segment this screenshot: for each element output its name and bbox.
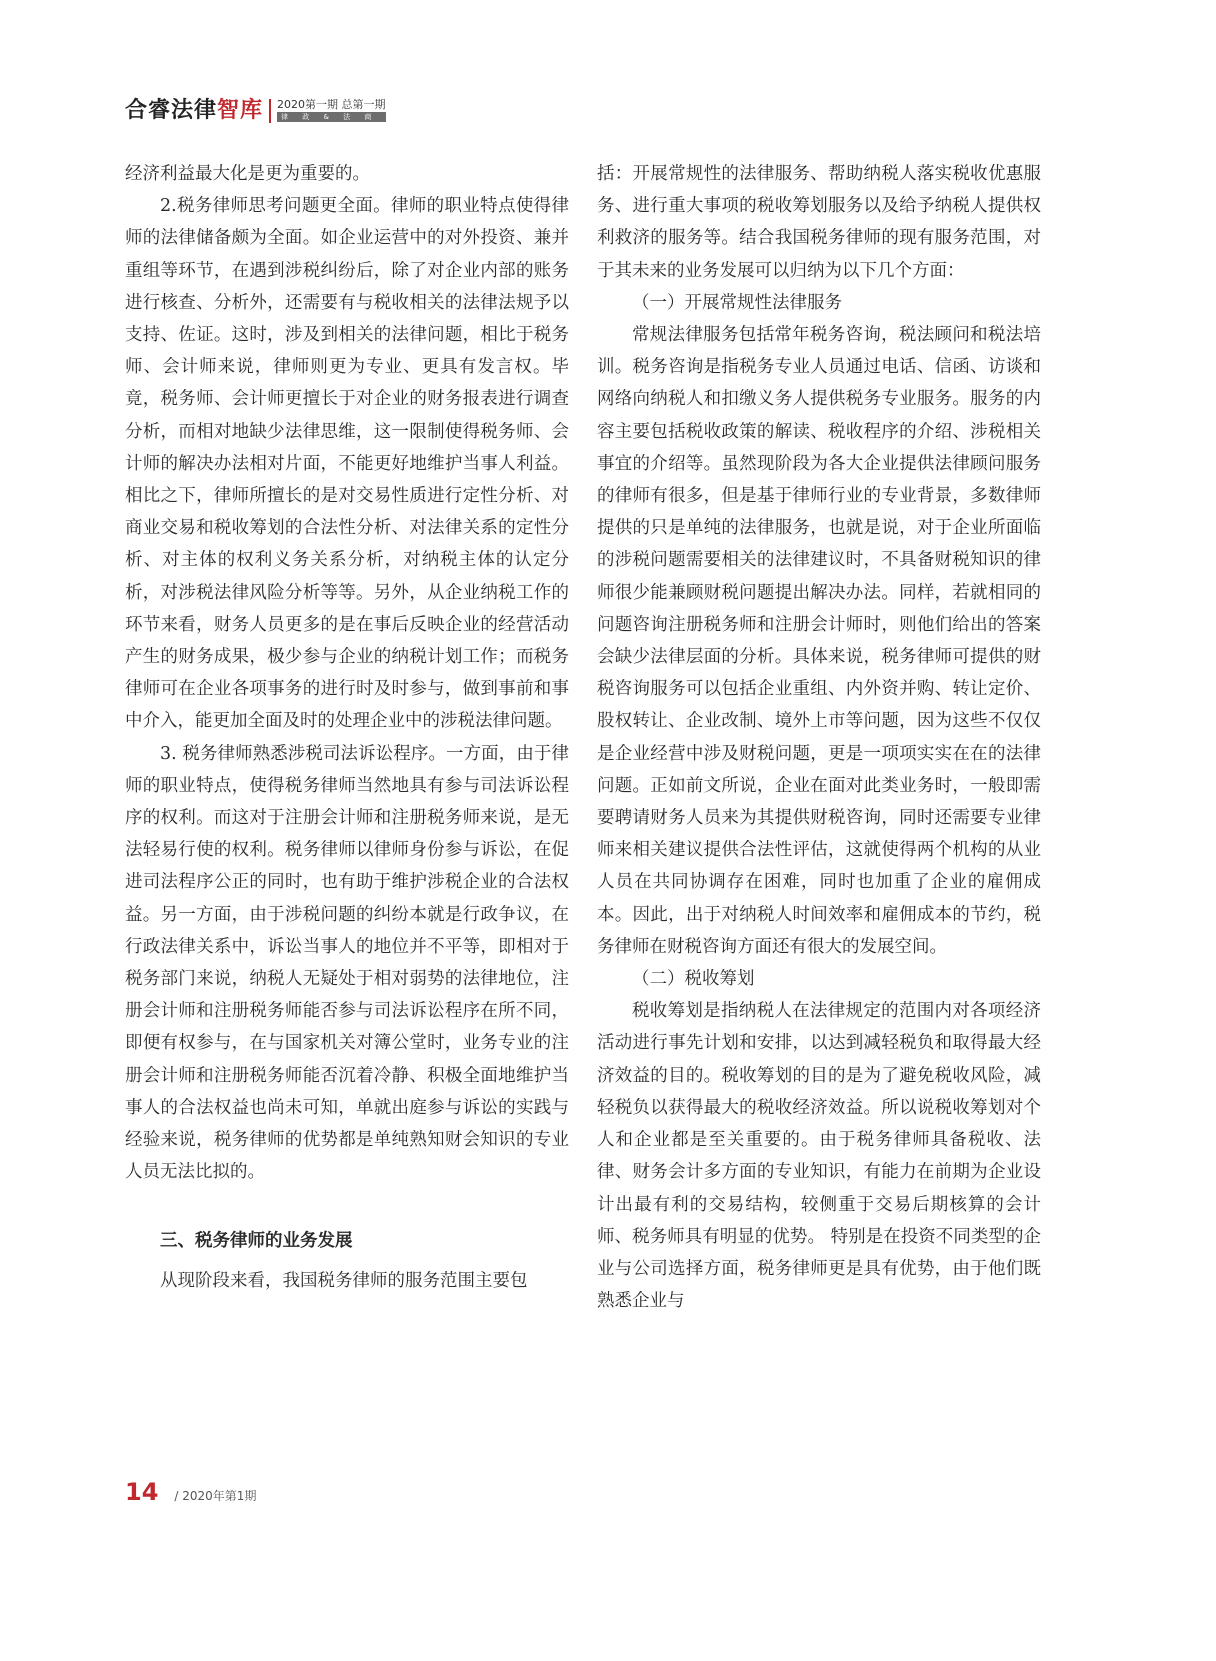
brand-accent: 智库 <box>217 98 264 123</box>
subsection-heading: （一）开展常规性法律服务 <box>632 292 842 313</box>
brand-divider <box>269 99 271 123</box>
paragraph: 从现阶段来看，我国税务律师的服务范围主要包 <box>160 1270 528 1291</box>
paragraph: 税收筹划是指纳税人在法律规定的范围内对各项经济活动进行事先计划和安排，以达到减轻税负和取得最大经济效益的目的。税收筹划的目的是为了避免税收风险，减轻税负以获得最大的税收经济效益。所以说税收筹划对个人和企业都是至关重要的。由于税务律师具备税收、法律、财务会计多方面的专业知识，有能力在前期为企业设计出最有利的交易结构，较侧重于交易后期核算的会计师、税务师具有明显的优势。 特别是在投资不同类型的企业与公司选择方面，税务律师更是具有优势，由于他们既熟悉企业与 <box>597 1001 1041 1312</box>
brand-main: 合睿法律 <box>125 98 218 123</box>
left-column <box>125 158 569 1297</box>
page-footer <box>125 1478 256 1506</box>
paragraph: 经济利益最大化是更为重要的。 <box>125 164 370 184</box>
brand-logo <box>125 98 263 124</box>
issue-subtitle: 律 政 & 法 商 <box>277 112 386 122</box>
paragraph: 括：开展常规性的法律服务、帮助纳税人落实税收优惠服务、进行重大事项的税收筹划服务以及给予纳税人提供权利救济的服务等。结合我国税务律师的现有服务范围，对于其未来的业务发展可以归纳为以下几个方面： <box>597 164 1041 281</box>
right-column <box>597 158 1041 1317</box>
footer-issue: / 2020年第1期 <box>174 1489 257 1503</box>
subsection-heading: （二）税收筹划 <box>632 969 755 990</box>
paragraph: 常规法律服务包括常年税务咨询，税法顾问和税法培训。税务咨询是指税务专业人员通过电话、信函、访谈和网络向纳税人和扣缴义务人提供税务专业服务。服务的内容主要包括税收政策的解读、税收程序的介绍、涉税相关事宜的介绍等。虽然现阶段为各大企业提供法律顾问服务的律师有很多，但是基于律师行业的专业背景，多数律师提供的只是单纯的法律服务，也就是说，对于企业所面临的涉税问题需要相关的法律建议时，不具备财税知识的律师很少能兼顾财税问题提出解决办法。同样，若就相同的问题咨询注册税务师和注册会计师时，则他们给出的答案会缺少法律层面的分析。具体来说，税务律师可提供的财税咨询服务可以包括企业重组、内外资并购、转让定价、股权转让、企业改制、境外上市等问题，因为这些不仅仅是企业经营中涉及财税问题，更是一项项实实在在的法律问题。正如前文所说，企业在面对此类业务时，一般即需要聘请财务人员来为其提供财税咨询，同时还需要专业律师来相关建议提供合法性评估，这就使得两个机构的从业人员在共同协调存在困难，同时也加重了企业的雇佣成本。因此，出于对纳税人时间效率和雇佣成本的节约，税务律师在财税咨询方面还有很大的发展空间。 <box>597 325 1041 957</box>
page-number: 14 <box>125 1478 159 1506</box>
page-header <box>125 98 386 124</box>
paragraph: 3. 税务律师熟悉涉税司法诉讼程序。一方面，由于律师的职业特点，使得税务律师当然地具有参与司法诉讼程序的权利。而这对于注册会计师和注册税务师来说，是无法轻易行使的权利。税务律师以律师身份参与诉讼，在促进司法程序公正的同时，也有助于维护涉税企业的合法权益。另一方面，由于涉税问题的纠纷本就是行政争议，在行政法律关系中，诉讼当事人的地位并不平等，即相对于税务部门来说，纳税人无疑处于相对弱势的法律地位，注册会计师和注册税务师能否参与司法诉讼程序在所不同，即便有权参与，在与国家机关对簿公堂时，业务专业的注册会计师和注册税务师能否沉着冷静、积极全面地维护当事人的合法权益也尚未可知，单就出庭参与诉讼的实践与经验来说，税务律师的优势都是单纯熟知财会知识的专业人员无法比拟的。 <box>125 743 569 1183</box>
issue-info <box>277 98 386 122</box>
issue-label: 2020第一期 总第一期 <box>277 98 386 111</box>
paragraph: 2.税务律师思考问题更全面。律师的职业特点使得律师的法律储备颇为全面。如企业运营中的对外投资、兼并重组等环节，在遇到涉税纠纷后，除了对企业内部的账务进行核查、分析外，还需要有与税收相关的法律法规予以支持、佐证。这时，涉及到相关的法律问题，相比于税务师、会计师来说，律师则更为专业、更具有发言权。毕竟，税务师、会计师更擅长于对企业的财务报表进行调查分析，而相对地缺少法律思维，这一限制使得税务师、会计师的解决办法相对片面，不能更好地维护当事人利益。相比之下，律师所擅长的是对交易性质进行定性分析、对商业交易和税收筹划的合法性分析、对法律关系的定性分析、对主体的权利义务关系分析，对纳税主体的认定分析，对涉税法律风险分析等等。另外，从企业纳税工作的环节来看，财务人员更多的是在事后反映企业的经营活动产生的财务成果，极少参与企业的纳税计划工作；而税务律师可在企业各项事务的进行时及时参与，做到事前和事中介入，能更加全面及时的处理企业中的涉税法律问题。 <box>125 196 569 732</box>
section-heading: 三、税务律师的业务发展 <box>160 1230 353 1251</box>
